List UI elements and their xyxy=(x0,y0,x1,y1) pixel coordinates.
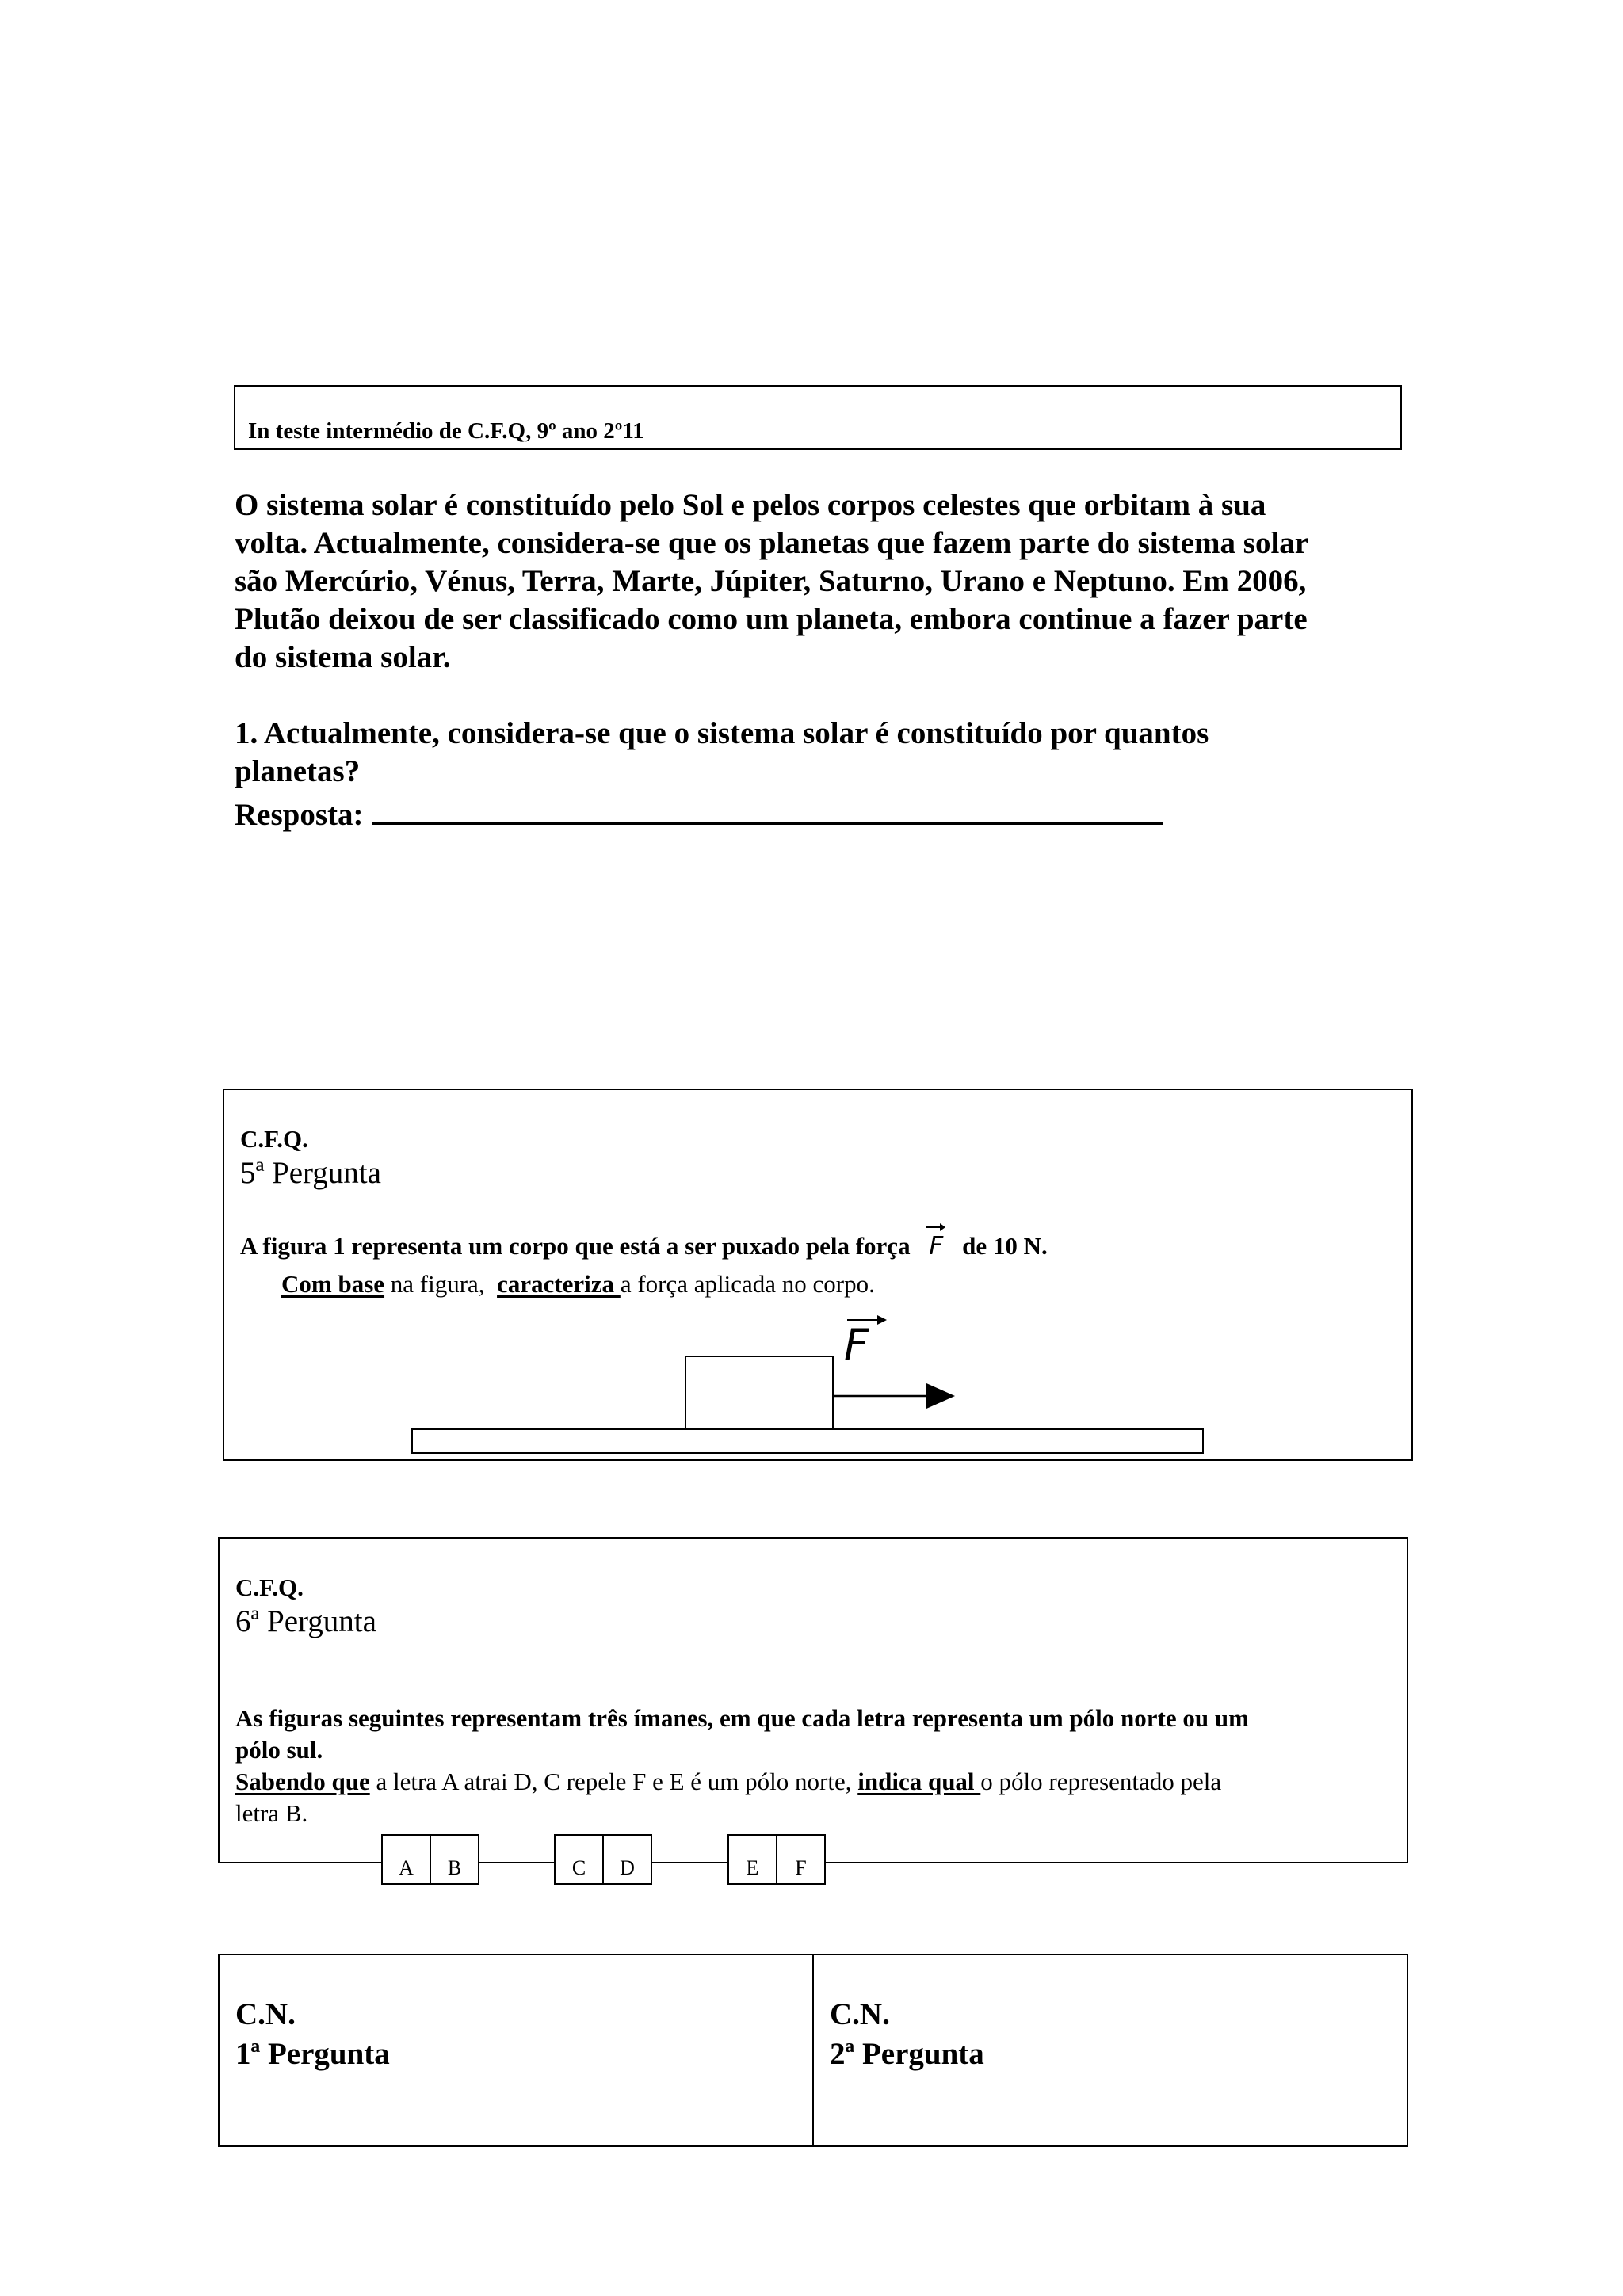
instruction-keyword: indica qual xyxy=(857,1768,981,1795)
question-1-line2: planetas? xyxy=(235,754,361,788)
intro-line: do sistema solar. xyxy=(235,640,451,674)
cn-cell-2 xyxy=(812,1955,1407,2145)
test-title: In teste intermédio de C.F.Q, 9º ano 2º11 xyxy=(248,418,644,444)
cn-cell-1 xyxy=(220,1955,812,2145)
magnet-pole: D xyxy=(602,1836,651,1883)
question-number: 2ª Pergunta xyxy=(830,2037,984,2071)
statement-text: A figura 1 representa um corpo que está a ser puxado pela força xyxy=(240,1232,911,1260)
instruction-text: a força aplicada no corpo. xyxy=(620,1270,875,1298)
question-6-instruction-line2: letra B. xyxy=(235,1799,308,1827)
subject-label: C.N. xyxy=(235,1997,296,2031)
question-6-statement-line1: As figuras seguintes representam três ímanes, em que cada letra representa um pólo norte ou um xyxy=(235,1704,1249,1732)
instruction-text: na figura, xyxy=(384,1270,498,1298)
question-6-statement-line2: pólo sul. xyxy=(235,1736,323,1764)
question-number: 5ª Pergunta xyxy=(240,1156,381,1190)
force-symbol-letter: F xyxy=(929,1232,944,1261)
answer-line[interactable] xyxy=(372,791,1163,825)
instruction-text: o pólo representado pela xyxy=(980,1768,1222,1795)
force-figure xyxy=(224,1090,1411,1459)
magnet-3 xyxy=(727,1834,826,1885)
magnet-pole: F xyxy=(776,1836,824,1883)
subject-label: C.F.Q. xyxy=(235,1573,304,1601)
magnet-2 xyxy=(554,1834,652,1885)
magnet-pole: C xyxy=(571,1856,586,1879)
subject-label: C.F.Q. xyxy=(240,1125,308,1153)
question-number: 1ª Pergunta xyxy=(235,2037,390,2071)
force-label: F xyxy=(844,1320,869,1370)
magnet-pole: E xyxy=(746,1856,759,1879)
body-block xyxy=(685,1356,833,1429)
header-box xyxy=(234,385,1402,450)
question-6-instruction xyxy=(235,1765,1221,1798)
force-arrow-head xyxy=(926,1383,955,1409)
statement-text: de 10 N. xyxy=(962,1232,1048,1260)
question-1-line1: 1. Actualmente, considera-se que o sistema solar é constituído por quantos xyxy=(235,716,1209,750)
question-6-box xyxy=(218,1537,1408,1863)
intro-line: O sistema solar é constituído pelo Sol e pelos corpos celestes que orbitam à sua xyxy=(235,488,1266,522)
question-1 xyxy=(235,715,1400,834)
magnet-pole: A xyxy=(399,1856,414,1879)
question-5-box xyxy=(223,1089,1413,1461)
intro-line: Plutão deixou de ser classificado como um planeta, embora continue a fazer parte xyxy=(235,602,1308,636)
ground-surface xyxy=(412,1429,1203,1453)
question-number: 6ª Pergunta xyxy=(235,1604,376,1638)
magnet-pole: B xyxy=(430,1836,478,1883)
answer-label: Resposta: xyxy=(235,798,364,832)
magnet-1 xyxy=(381,1834,479,1885)
answer-row xyxy=(235,791,1400,834)
intro-paragraph xyxy=(235,486,1400,677)
intro-line: são Mercúrio, Vénus, Terra, Marte, Júpiter, Saturno, Urano e Neptuno. Em 2006, xyxy=(235,564,1307,598)
instruction-keyword: caracteriza xyxy=(497,1270,621,1298)
intro-line: volta. Actualmente, considera-se que os planetas que fazem parte do sistema solar xyxy=(235,526,1309,560)
subject-label: C.N. xyxy=(830,1997,890,2031)
instruction-text: a letra A atrai D, C repele F e E é um pólo norte, xyxy=(369,1768,858,1795)
instruction-keyword: Sabendo que xyxy=(235,1768,370,1795)
instruction-keyword: Com base xyxy=(281,1270,385,1298)
cn-questions-table xyxy=(218,1954,1408,2147)
force-label-vector-tip xyxy=(877,1315,887,1325)
